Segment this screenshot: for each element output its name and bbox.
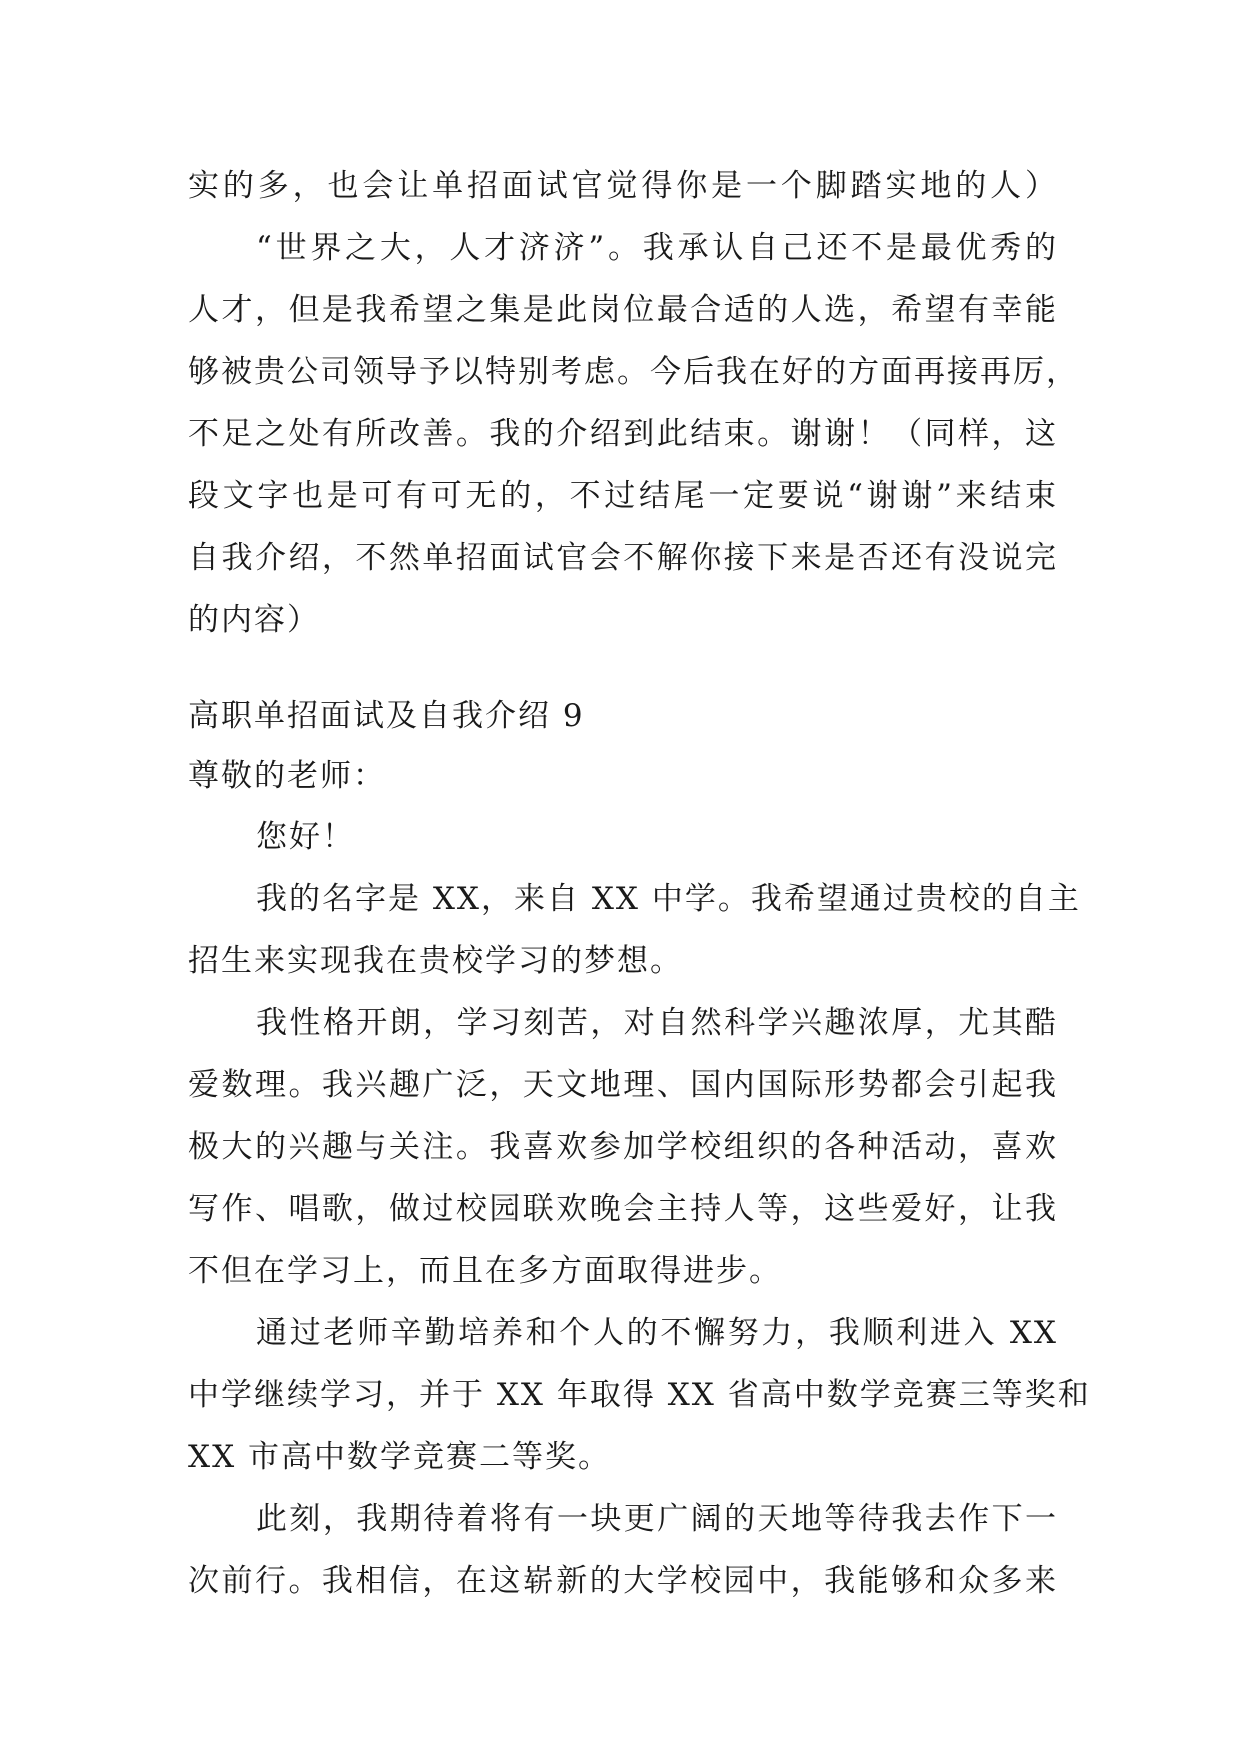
previous-essay-ending [188, 155, 1079, 651]
paragraph-line: XX 市高中数学竞赛二等奖。 [188, 1439, 611, 1475]
paragraph-line: 次前行。我相信，在这崭新的大学校园中，我能够和众多来 [188, 1563, 1058, 1599]
paragraph-line: 不足之处有所改善。我的介绍到此结束。谢谢！（同样，这 [188, 416, 1058, 452]
essay-title: 高职单招面试及自我介绍 9 [188, 698, 585, 734]
essay-body [188, 806, 1091, 1612]
paragraph-line: 极大的兴趣与关注。我喜欢参加学校组织的各种活动，喜欢 [188, 1129, 1058, 1165]
paragraph-line: 写作、唱歌，做过校园联欢晚会主持人等，这些爱好，让我 [188, 1191, 1058, 1227]
paragraph-line: 招生来实现我在贵校学习的梦想。 [188, 943, 683, 979]
salutation: 尊敬的老师： [188, 758, 386, 794]
paragraph-line: 通过老师辛勤培养和个人的不懈努力，我顺利进入 XX [256, 1315, 1058, 1351]
essay-section [188, 686, 1058, 806]
paragraph-line: 我的名字是 XX，来自 XX 中学。我希望通过贵校的自主 [256, 881, 1081, 917]
greeting-line: 您好！ [256, 819, 355, 855]
paragraph-line: 爱数理。我兴趣广泛，天文地理、国内国际形势都会引起我 [188, 1067, 1058, 1103]
paragraph-line: 实的多，也会让单招面试官觉得你是一个脚踏实地的人） [188, 168, 1058, 204]
paragraph-line: “世界之大，人才济济”。我承认自己还不是最优秀的 [256, 230, 1058, 266]
paragraph-line: 自我介绍，不然单招面试官会不解你接下来是否还有没说完 [188, 540, 1058, 576]
paragraph-line: 中学继续学习，并于 XX 年取得 XX 省高中数学竞赛三等奖和 [188, 1377, 1091, 1413]
paragraph-line: 的内容） [188, 602, 320, 638]
paragraph-line: 人才，但是我希望之集是此岗位最合适的人选，希望有幸能 [188, 292, 1058, 328]
paragraph-line: 不但在学习上，而且在多方面取得进步。 [188, 1253, 782, 1289]
paragraph-line: 此刻，我期待着将有一块更广阔的天地等待我去作下一 [256, 1501, 1058, 1537]
paragraph-line: 段文字也是可有可无的，不过结尾一定要说“谢谢”来结束 [188, 478, 1058, 514]
paragraph-line: 我性格开朗，学习刻苦，对自然科学兴趣浓厚，尤其酷 [256, 1005, 1058, 1041]
paragraph-line: 够被贵公司领导予以特别考虑。今后我在好的方面再接再厉， [188, 354, 1079, 390]
